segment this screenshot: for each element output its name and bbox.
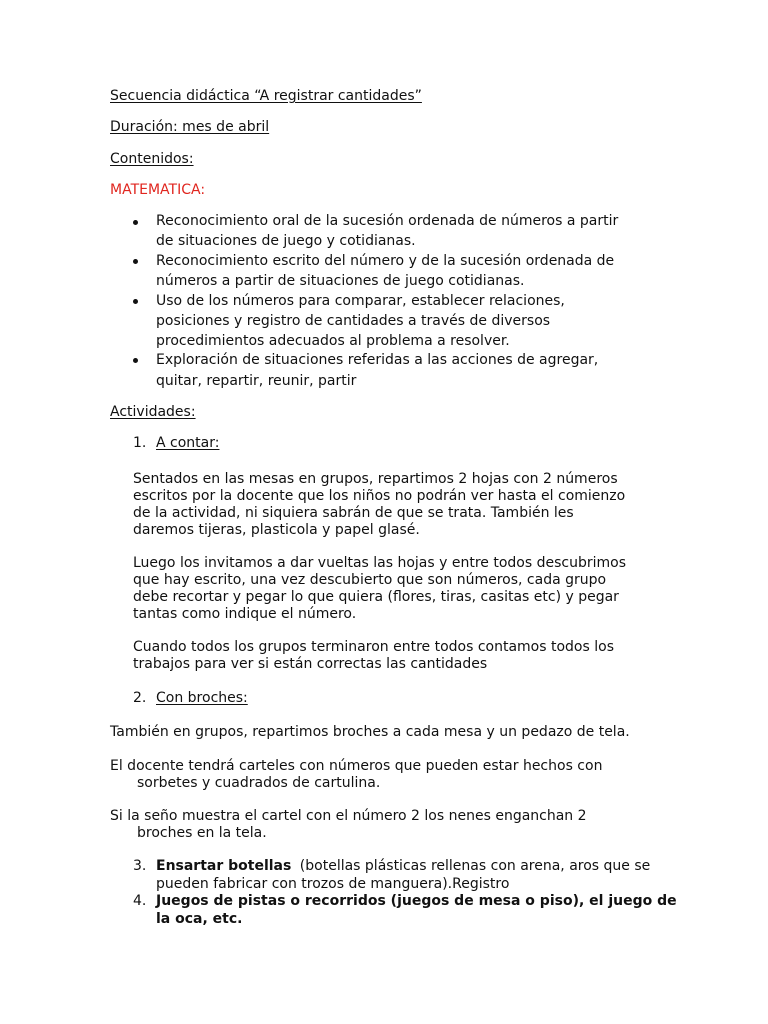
- bullet-text: Reconocimiento oral de la sucesión ordenada de números a partir: [156, 213, 619, 229]
- activities-heading: Actividades:: [110, 404, 196, 420]
- activity-2-text: Si la seño muestra el cartel con el número 2 los nenes enganchan 2: [110, 808, 587, 824]
- bullet-text: Reconocimiento escrito del número y de la sucesión ordenada de: [156, 253, 615, 269]
- duration-line: Duración: mes de abril: [110, 119, 270, 135]
- bullet-marker: [133, 299, 138, 304]
- activity-1-text: Luego los invitamos a dar vueltas las hojas y entre todos descubrimos: [133, 555, 627, 571]
- activity-2-text: También en grupos, repartimos broches a cada mesa y un pedazo de tela.: [110, 724, 630, 740]
- activity-3-text: pueden fabricar con trozos de manguera).Registro: [156, 876, 510, 892]
- document-title: Secuencia didáctica “A registrar cantidades”: [110, 88, 422, 104]
- activity-2-number: 2.: [133, 690, 147, 706]
- activity-1-text: trabajos para ver si están correctas las cantidades: [133, 656, 488, 672]
- bullet-marker: [133, 358, 138, 363]
- activity-1-text: escritos por la docente que los niños no podrán ver hasta el comienzo: [133, 488, 626, 504]
- bullet-text: posiciones y registro de cantidades a través de diversos: [156, 313, 551, 329]
- activity-3-text: (botellas plásticas rellenas con arena, aros que se: [299, 858, 651, 874]
- activity-2-text: sorbetes y cuadrados de cartulina.: [137, 775, 381, 791]
- activity-1-number: 1.: [133, 435, 147, 451]
- bullet-text: quitar, repartir, reunir, partir: [156, 373, 357, 389]
- activity-4-text: Juegos de pistas o recorridos (juegos de mesa o piso), el juego de: [156, 893, 677, 909]
- activity-3-content: [156, 858, 650, 875]
- bullet-text: números a partir de situaciones de juego cotidianas.: [156, 273, 525, 289]
- bullet-marker: [133, 259, 138, 264]
- activity-2-text: El docente tendrá carteles con números que pueden estar hechos con: [110, 758, 603, 774]
- activity-1-title: A contar:: [156, 435, 220, 451]
- activity-4-number: 4.: [133, 893, 147, 909]
- activity-1-text: debe recortar y pegar lo que quiera (flores, tiras, casitas etc) y pegar: [133, 589, 619, 605]
- bullet-text: de situaciones de juego y cotidianas.: [156, 233, 416, 249]
- activity-1-text: que hay escrito, una vez descubierto que son números, cada grupo: [133, 572, 607, 588]
- bullet-marker: [133, 220, 138, 225]
- activity-2-text: broches en la tela.: [137, 825, 267, 841]
- subject-label: MATEMATICA:: [110, 182, 206, 198]
- activity-4-text: la oca, etc.: [156, 911, 243, 927]
- bullet-text: Exploración de situaciones referidas a las acciones de agregar,: [156, 352, 599, 368]
- activity-1-text: Cuando todos los grupos terminaron entre todos contamos todos los: [133, 639, 614, 655]
- bullet-text: Uso de los números para comparar, establecer relaciones,: [156, 293, 565, 309]
- activity-2-title: Con broches:: [156, 690, 248, 706]
- activity-3-number: 3.: [133, 858, 147, 874]
- activity-3-title: Ensartar botellas: [156, 858, 292, 874]
- contents-heading: Contenidos:: [110, 151, 194, 167]
- activity-1-text: de la actividad, ni siquiera sabrán de que se trata. También les: [133, 505, 574, 521]
- activity-1-text: daremos tijeras, plasticola y papel glasé.: [133, 522, 420, 538]
- activity-1-text: Sentados en las mesas en grupos, repartimos 2 hojas con 2 números: [133, 471, 618, 487]
- activity-1-text: tantas como indique el número.: [133, 606, 357, 622]
- bullet-text: procedimientos adecuados al problema a resolver.: [156, 333, 510, 349]
